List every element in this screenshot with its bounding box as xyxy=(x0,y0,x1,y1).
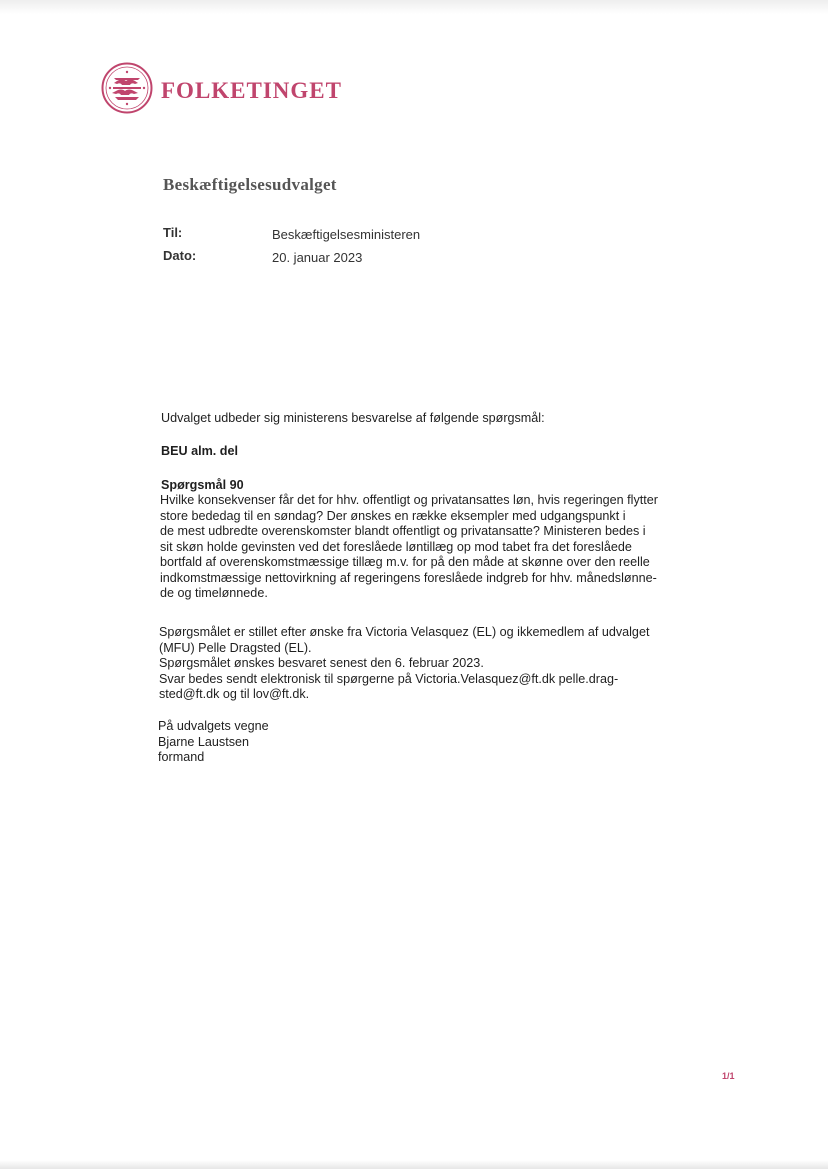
scan-edge-top xyxy=(0,0,828,14)
question-line: de og timelønnede. xyxy=(160,586,268,600)
signature xyxy=(158,719,269,766)
info-line: Spørgsmålet ønskes besvaret senest den 6. februar 2023. xyxy=(159,656,484,670)
committee-title: Beskæftigelsesudvalget xyxy=(163,175,337,194)
signature-line: På udvalgets vegne xyxy=(158,719,269,733)
info-line: Spørgsmålet er stillet efter ønske fra Victoria Velasquez (EL) og ikkemedlem af udvalget xyxy=(159,625,650,639)
signature-line: Bjarne Laustsen xyxy=(158,734,250,749)
date-value: 20. januar 2023 xyxy=(272,250,363,265)
scan-edge-bottom xyxy=(0,1160,828,1169)
question-line: de mest udbredte overenskomster blandt offentligt og privatansatte? Ministeren bedes i xyxy=(160,524,646,538)
to-value: Beskæftigelsesministeren xyxy=(272,227,421,242)
info-line: Svar bedes sendt elektronisk til spørgerne på Victoria.Velasquez@ft.dk pelle.drag- xyxy=(159,671,619,686)
page-number: 1/1 xyxy=(722,1071,735,1081)
brand-name: FOLKETINGET xyxy=(161,77,342,103)
question-line: indkomstmæssige nettovirkning af regeringens foreslåede indgreb for hhv. månedslønne- xyxy=(160,570,657,585)
question-title: Spørgsmål 90 xyxy=(161,478,244,492)
to-label: Til: xyxy=(163,225,183,240)
question-line: Hvilke konsekvenser får det for hhv. offentligt og privatansattes løn, hvis regeringen flytter xyxy=(160,493,658,507)
question-info xyxy=(159,625,649,703)
info-line: sted@ft.dk og til lov@ft.dk. xyxy=(159,687,310,701)
parliament-seal-icon xyxy=(101,62,153,114)
question-line: store bededag til en søndag? Der ønskes en række eksempler med udgangspunkt i xyxy=(160,508,626,523)
folketinget-logo xyxy=(101,62,342,114)
question-line: bortfald af overenskomstmæssige tillæg m.v. for på den måde at skønne over den reelle xyxy=(160,555,650,569)
signature-line: formand xyxy=(158,750,205,764)
reference: BEU alm. del xyxy=(161,444,238,458)
question-line: sit skøn holde gevinsten ved det foreslåede løntillæg op mod tabet fra det foreslåede xyxy=(160,539,632,554)
question-text xyxy=(160,493,658,602)
date-label: Dato: xyxy=(163,248,197,263)
intro-text: Udvalget udbeder sig ministerens besvarelse af følgende spørgsmål: xyxy=(161,411,545,425)
info-line: (MFU) Pelle Dragsted (EL). xyxy=(159,640,312,655)
